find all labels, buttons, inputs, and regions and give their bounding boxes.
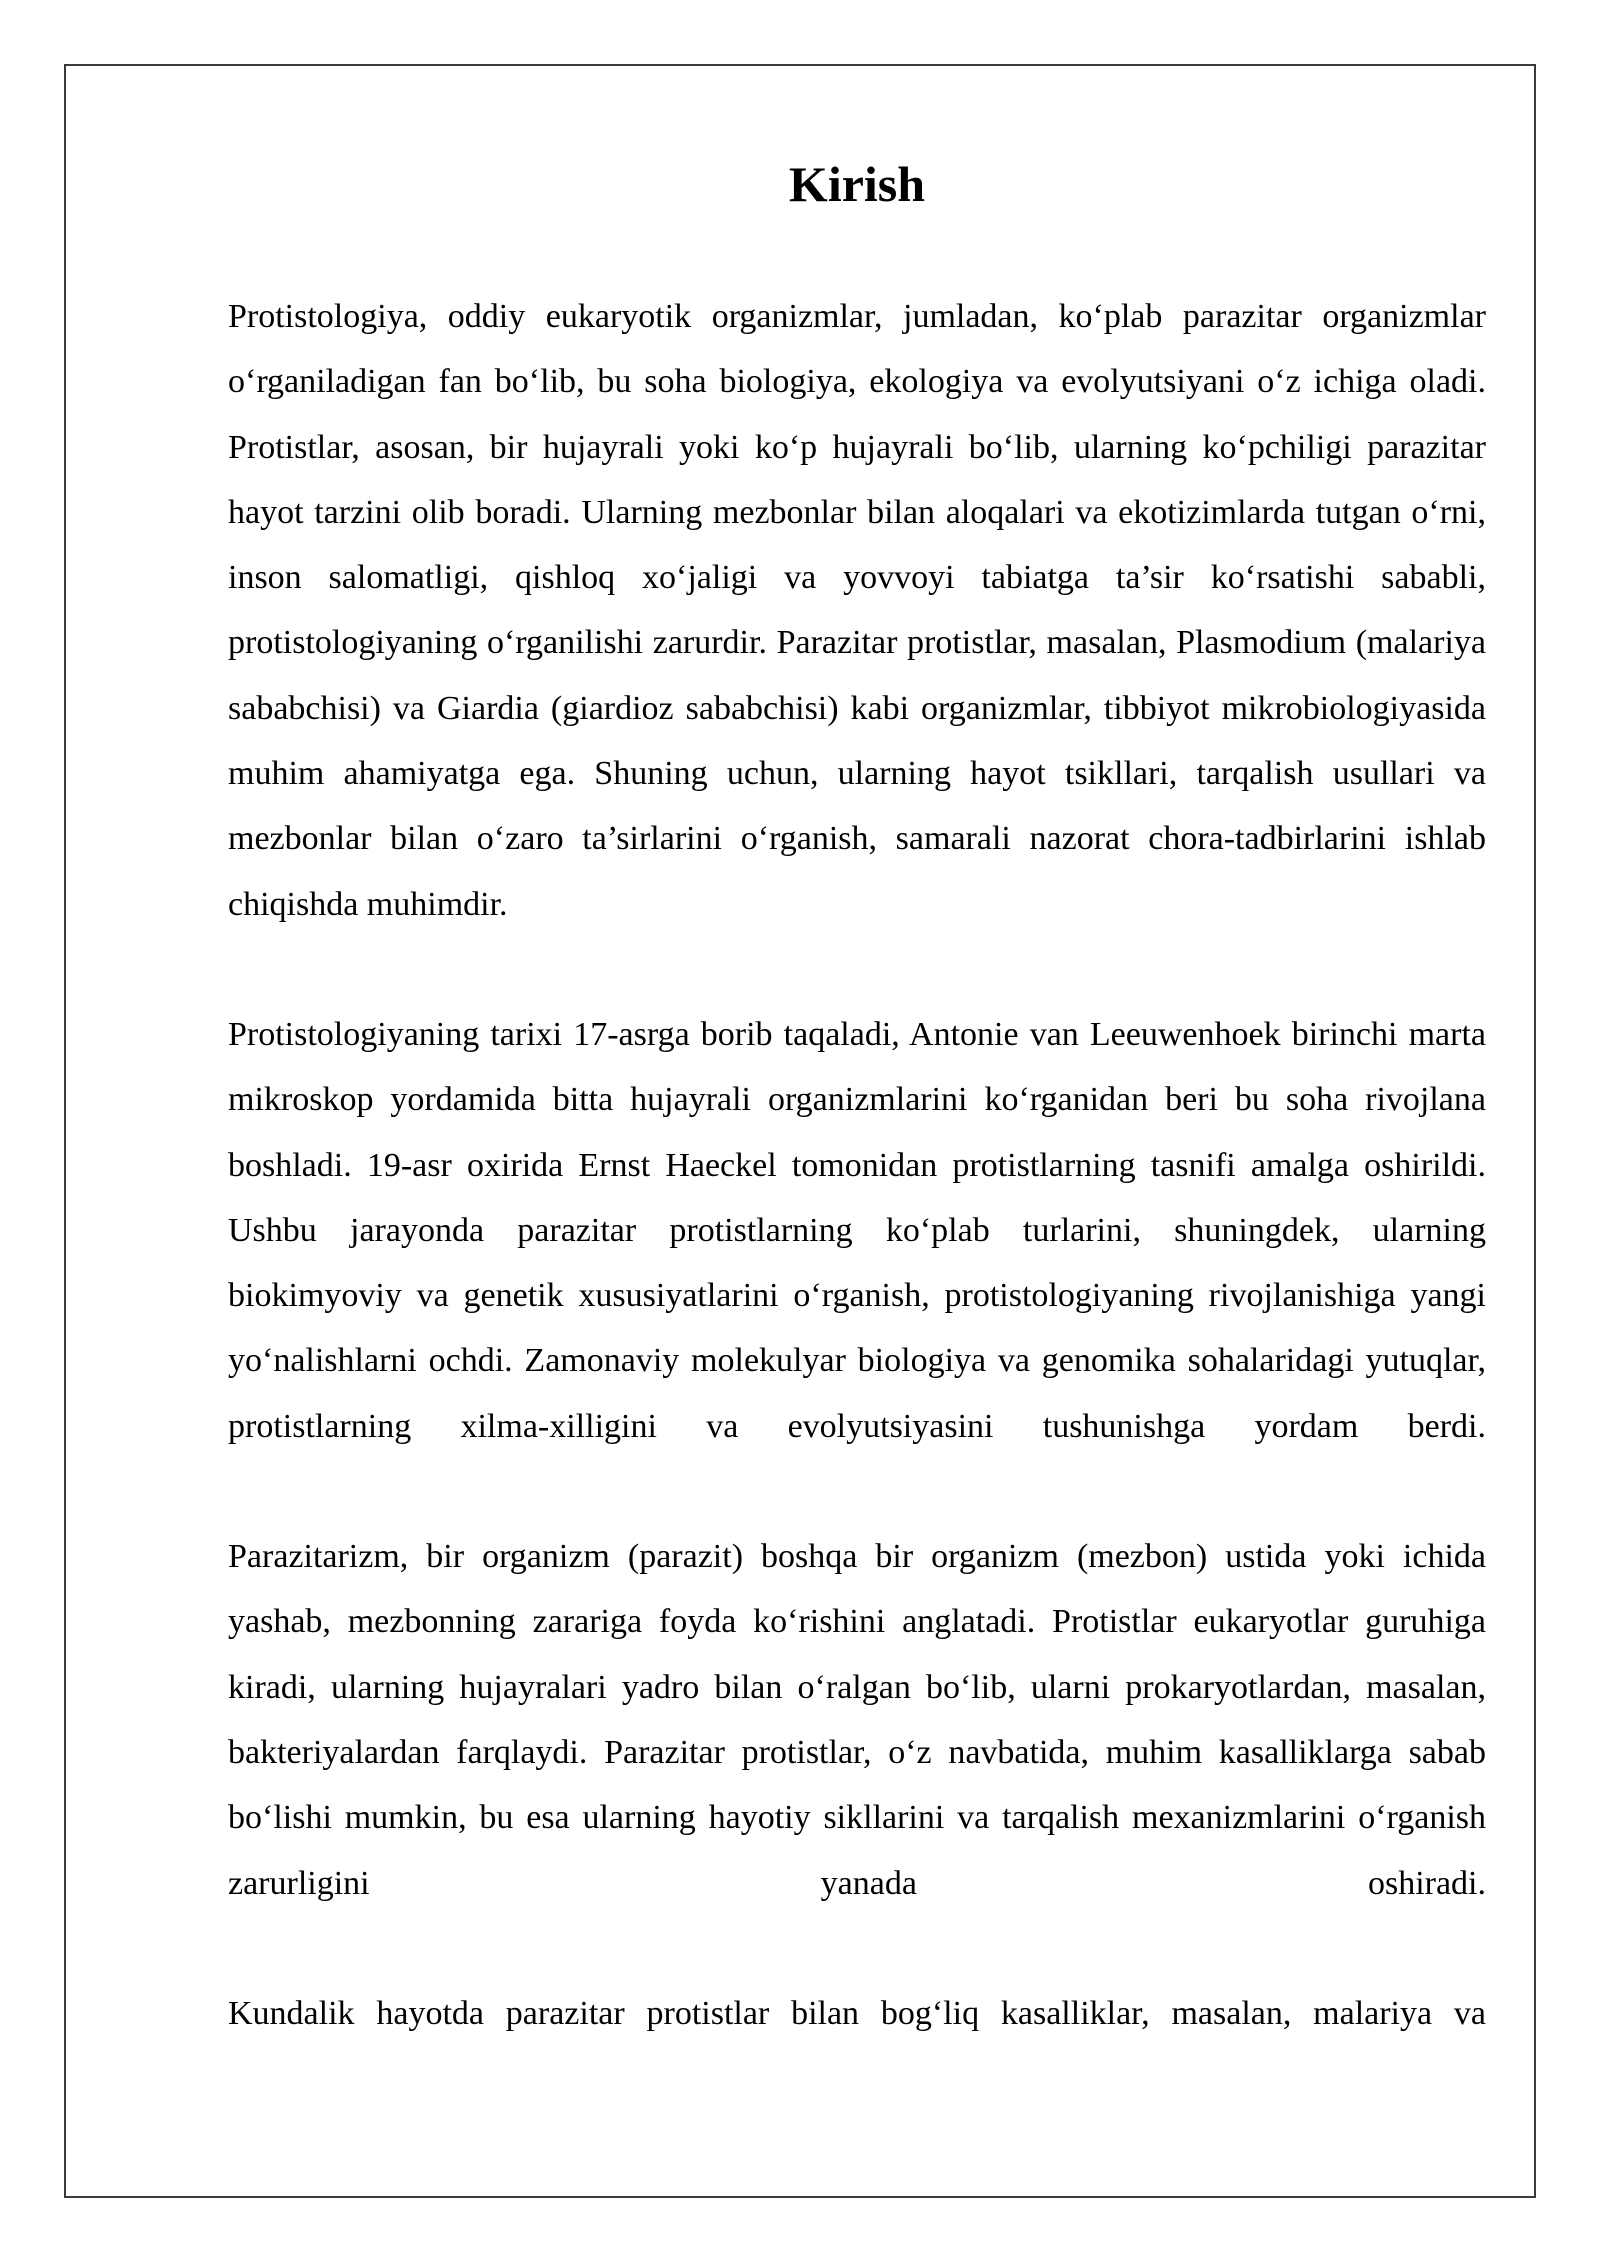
paragraph-3: Parazitarizm, bir organizm (parazit) boshqa bir organizm (mezbon) ustida yoki ichida yashab, mezbonning zarariga foyda ko‘rishini anglatadi. Protistlar eukaryotlar guruhiga kiradi, ularning hujayralari yadro bilan o‘ralgan bo‘lib, ularni prokaryotlardan, masalan, bakteriyalardan farqlaydi. Parazitar protistlar, o‘z navbatida, muhim kasalliklarga sabab bo‘lishi mumkin, bu esa ularning hayotiy sikllarini va tarqalish mexanizmlarini o‘rganish zarurligini yanada oshiradi.	[228, 1538, 1486, 1902]
body-text	[228, 284, 1486, 2046]
page-content	[228, 148, 1486, 2111]
page-title: Kirish	[788, 156, 926, 212]
paragraph-2: Protistologiyaning tarixi 17-asrga borib taqaladi, Antonie van Leeuwenhoek birinchi marta mikroskop yordamida bitta hujayrali organizmlarini ko‘rganidan beri bu soha rivojlana boshladi. 19-asr oxirida Ernst Haeckel tomonidan protistlarning tasnifi amalga oshirildi. Ushbu jarayonda parazitar protistlarning ko‘plab turlarini, shuningdek, ularning biokimyoviy va genetik xususiyatlarini o‘rganish, protistologiyaning rivojlanishiga yangi yo‘nalishlarni ochdi. Zamonaviy molekulyar biologiya va genomika sohalaridagi yutuqlar, protistlarning xilma-xilligini va evolyutsiyasini tushunishga yordam berdi.	[228, 1015, 1486, 1445]
paragraph-1: Protistologiya, oddiy eukaryotik organizmlar, jumladan, ko‘plab parazitar organizmlar o‘rganiladigan fan bo‘lib, bu soha biologiya, ekologiya va evolyutsiyani o‘z ichiga oladi. Protistlar, asosan, bir hujayrali yoki ko‘p hujayrali bo‘lib, ularning ko‘pchiligi parazitar hayot tarzini olib boradi. Ularning mezbonlar bilan aloqalari va ekotizimlarda tutgan o‘rni, inson salomatligi, qishloq xo‘jaligi va yovvoyi tabiatga ta’sir ko‘rsatishi sababli, protistologiyaning o‘rganilishi zarurdir. Parazitar protistlar, masalan, Plasmodium (malariya sababchisi) va Giardia (giardioz sababchisi) kabi organizmlar, tibbiyot mikrobiologiyasida muhim ahamiyatga ega. Shuning uchun, ularning hayot tsikllari, tarqalish usullari va mezbonlar bilan o‘zaro ta’sirlarini o‘rganish, samarali nazorat chora-tadbirlarini ishlab chiqishda muhimdir.	[228, 298, 1486, 923]
paragraph-4: Kundalik hayotda parazitar protistlar bilan bog‘liq kasalliklar, masalan, malariya va	[228, 1994, 1486, 2032]
